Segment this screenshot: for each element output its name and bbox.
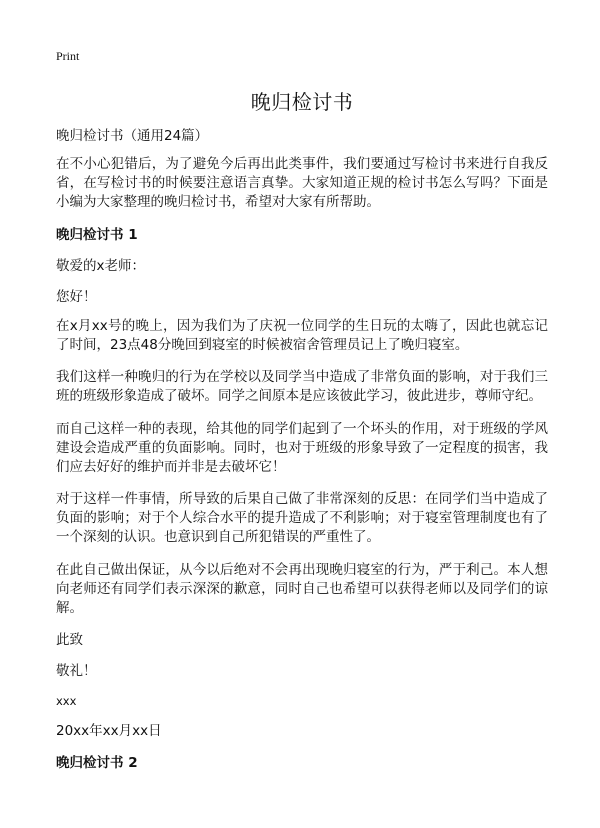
closing-line-2: 敬礼！	[56, 663, 97, 679]
section-heading-1: 晚归检讨书 1	[56, 226, 138, 243]
body-paragraph-1: 在x月xx号的晚上，因为我们为了庆祝一位同学的生日玩的太嗨了，因此也就忘记了时间，23点48分晚回到寝室的时候被宿舍管理员记上了晚归寝室。	[56, 317, 548, 353]
section-heading-2: 晚归检讨书 2	[56, 755, 138, 771]
body-paragraph-3: 而自己这样一种的表现，给其他的同学们起到了一个坏头的作用，对于班级的学风建设会造成严重的负面影响。同时，也对于班级的形象导致了一定程度的损害，我们应去好好的维护而并非是去破坏它！	[56, 420, 548, 475]
letter-date: 20xx年xx月xx日	[56, 723, 162, 739]
document-subtitle: 晚归检讨书（通用24篇）	[56, 128, 209, 144]
letter-salutation: 您好！	[56, 288, 97, 305]
intro-paragraph: 在不小心犯错后，为了避免今后再出此类事件，我们要通过写检讨书来进行自我反省，在写检讨书的时候要注意语言真挚。大家知道正规的检讨书怎么写吗？下面是小编为大家整理的晚归检讨书，希望对大家有所帮助。	[56, 156, 548, 210]
closing-line-1: 此致	[56, 632, 83, 648]
body-paragraph-2: 我们这样一种晚归的行为在学校以及同学当中造成了非常负面的影响，对于我们三班的班级形象造成了破坏。同学之间原本是应该彼此学习，彼此进步，尊师守纪。	[56, 369, 548, 404]
body-paragraph-4: 对于这样一件事情，所导致的后果自己做了非常深刻的反思：在同学们当中造成了负面的影响；对于个人综合水平的提升造成了不利影响；对于寝室管理制度也有了一个深刻的认识。也意识到自己所犯错误的严重性了。	[56, 491, 548, 545]
print-link[interactable]: Print	[56, 49, 80, 63]
page-title: 晚归检讨书	[250, 90, 354, 114]
signature: xxx	[56, 694, 77, 708]
letter-greeting: 敬爱的x老师：	[56, 257, 145, 274]
body-paragraph-5: 在此自己做出保证，从今以后绝对不会再出现晚归寝室的行为，严于利己。本人想向老师还有同学们表示深深的歉意，同时自己也希望可以获得老师以及同学们的谅解。	[56, 561, 548, 616]
